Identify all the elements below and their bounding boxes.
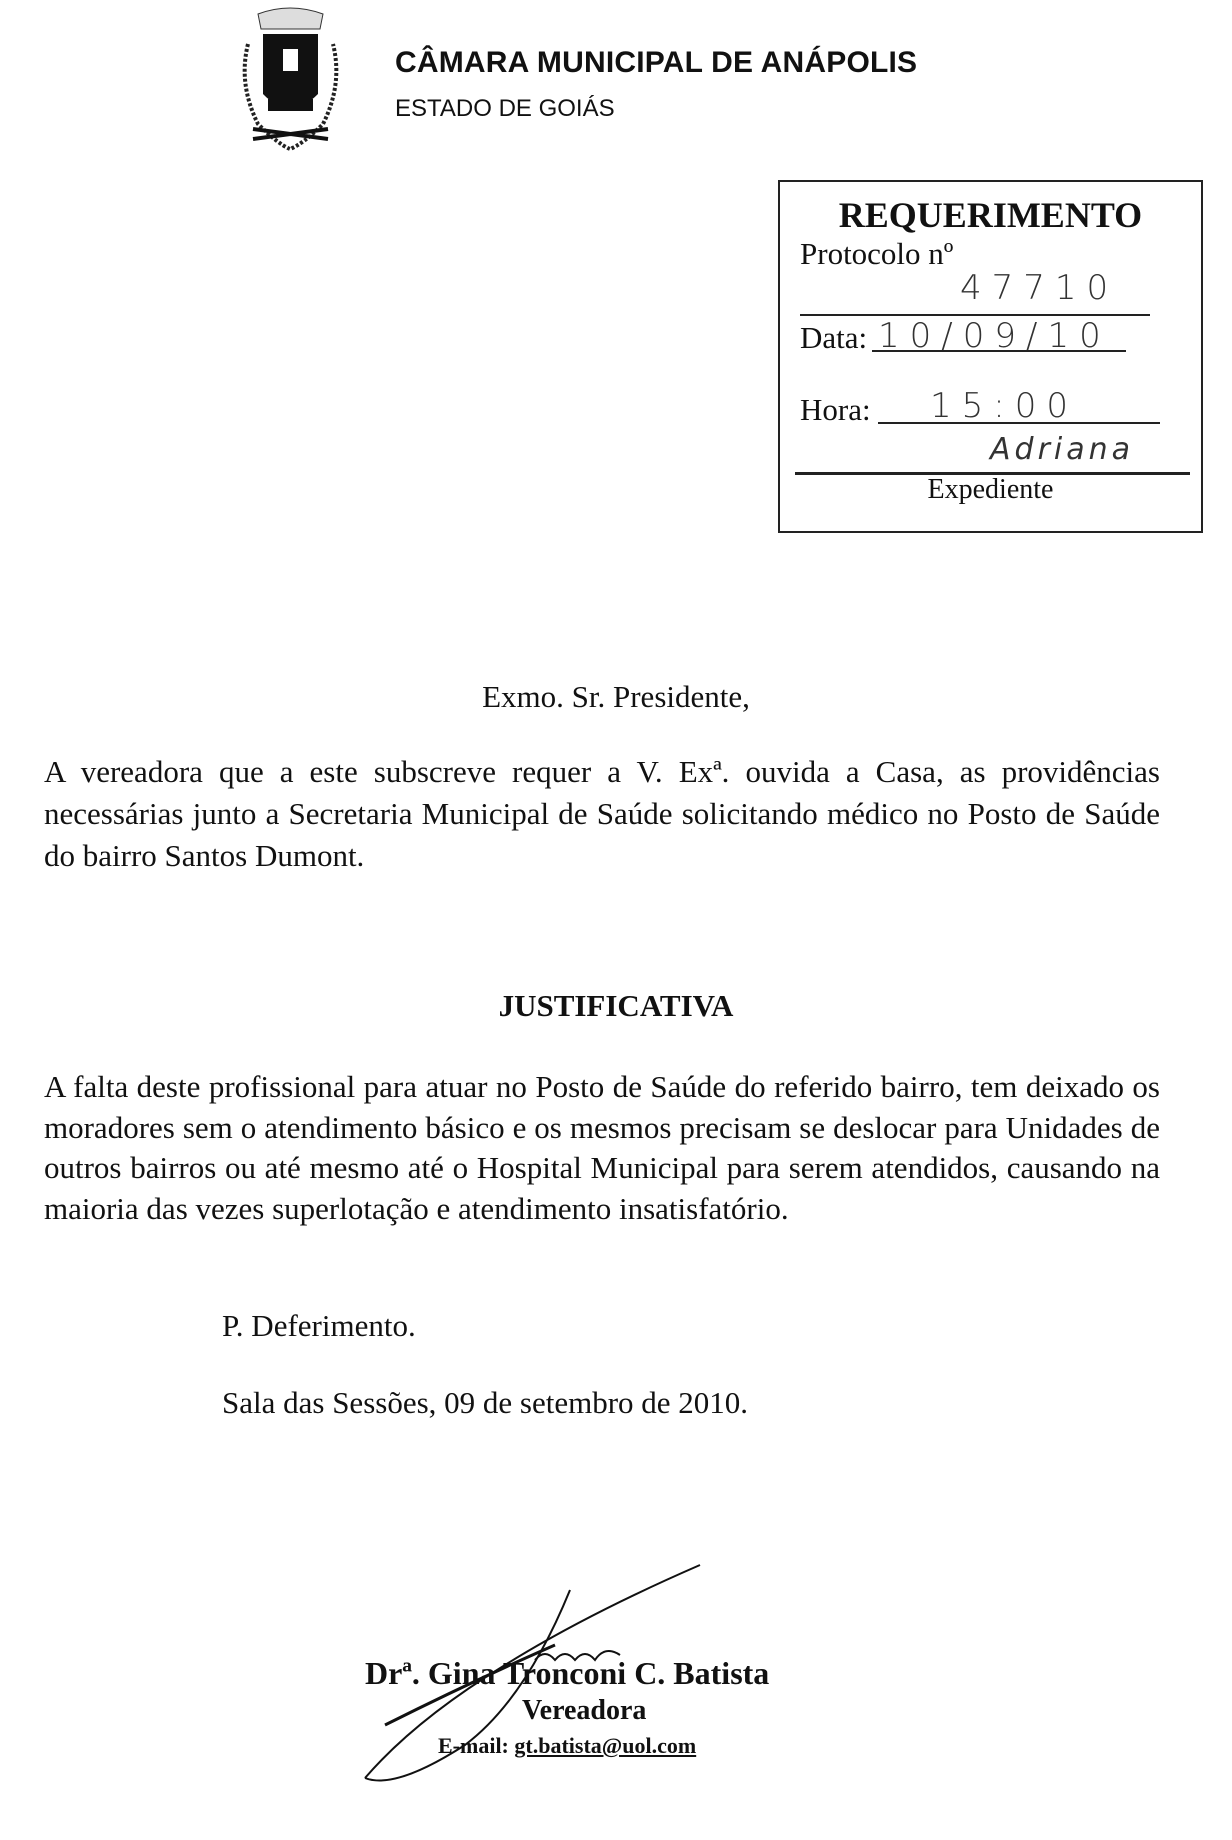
salutation: Exmo. Sr. Presidente, bbox=[482, 679, 750, 714]
signatory-role: Vereadora bbox=[522, 1695, 647, 1726]
place-date: Sala das Sessões, 09 de setembro de 2010. bbox=[222, 1385, 749, 1420]
justification-paragraph: A falta deste profissional para atuar no Posto de Saúde do referido bairro, tem deixado os moradores sem o atendimento básico e os mesmos precisam se deslocar para Unidades de outros bairros ou até mesmo até o Hospital Municipal para serem atendidos, causando na maioria das vezes superlotação e atendimento insatisfatório. bbox=[44, 1069, 1160, 1226]
signatory-name: Drª. Gina Tronconi C. Batista bbox=[365, 1655, 770, 1691]
email-label: E-mail: bbox=[438, 1733, 509, 1758]
institution-title: CÂMARA MUNICIPAL DE ANÁPOLIS bbox=[395, 46, 918, 79]
time-line bbox=[878, 422, 1160, 424]
closing: P. Deferimento. bbox=[222, 1308, 416, 1343]
receiver-signature: Adriana bbox=[990, 432, 1135, 467]
signatory-email-row bbox=[438, 1733, 696, 1759]
time-label: Hora: bbox=[800, 392, 871, 427]
institution-subtitle: ESTADO DE GOIÁS bbox=[395, 95, 615, 122]
date-label: Data: bbox=[800, 320, 868, 355]
date-line bbox=[872, 350, 1126, 352]
email-link[interactable]: gt.batista@uol.com bbox=[514, 1733, 697, 1758]
protocol-number: 47710 bbox=[960, 268, 1119, 308]
expediente-label: Expediente bbox=[927, 474, 1054, 505]
stamp-title: REQUERIMENTO bbox=[838, 195, 1143, 235]
justification-heading: JUSTIFICATIVA bbox=[498, 988, 734, 1023]
request-paragraph: A vereadora que a este subscreve requer a V. Exª. ouvida a Casa, as providências necessárias junto a Secretaria Municipal de Saúde solicitando médico no Posto de Saúde do bairro Santos Dumont. bbox=[44, 754, 1160, 873]
protocol-label: Protocolo nº bbox=[800, 236, 954, 271]
municipal-seal-logo bbox=[228, 4, 353, 154]
protocol-stamp bbox=[778, 180, 1203, 533]
time-value: 15:00 bbox=[930, 386, 1078, 426]
date-value: 10/09/10 bbox=[878, 316, 1111, 356]
